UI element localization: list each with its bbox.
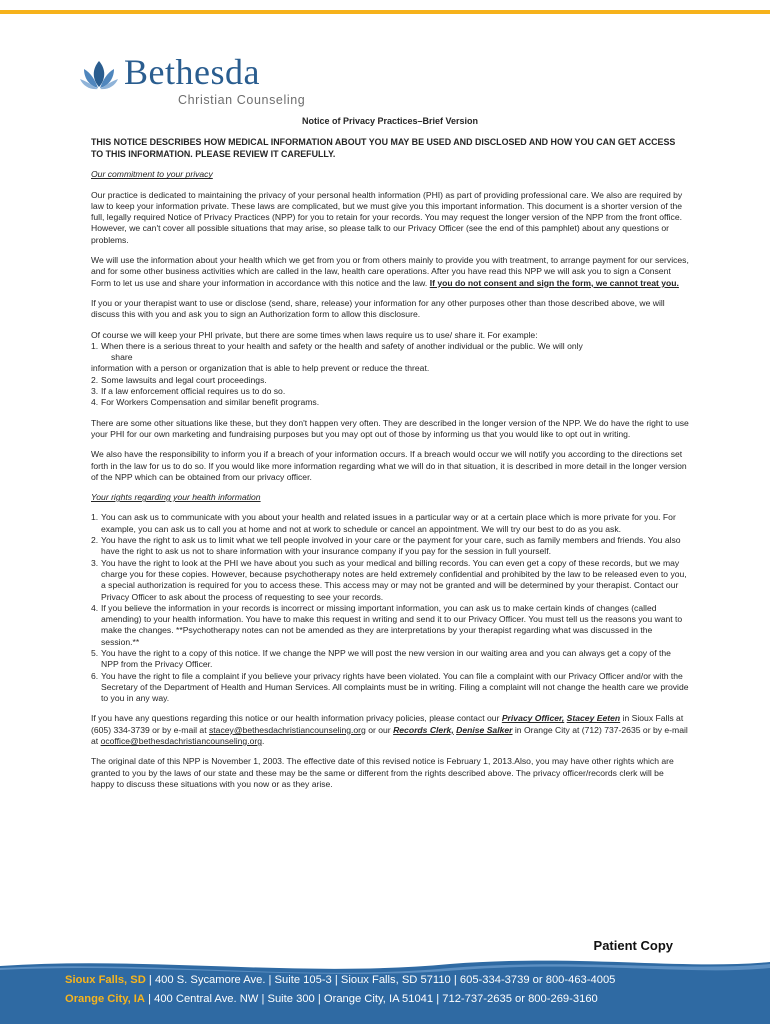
footer-banner bbox=[0, 956, 770, 1024]
list-item-text: If a law enforcement official requires us to do so. bbox=[101, 386, 286, 397]
list-number: 1. bbox=[91, 512, 99, 523]
contact-text: . bbox=[262, 736, 265, 747]
list-number: 6. bbox=[91, 670, 99, 681]
list-item bbox=[91, 341, 689, 364]
list-item bbox=[91, 558, 689, 603]
list-item bbox=[91, 386, 689, 397]
list-number: 5. bbox=[91, 647, 99, 658]
logo-subtitle: Christian Counseling bbox=[178, 93, 306, 107]
list-number: 1. bbox=[91, 340, 99, 351]
patient-copy-label: Patient Copy bbox=[593, 938, 673, 953]
list-item bbox=[91, 375, 689, 386]
list-number: 2. bbox=[91, 374, 99, 385]
footer-address-orange-city bbox=[65, 993, 598, 1005]
list-item bbox=[91, 535, 689, 558]
lotus-logo-icon bbox=[78, 57, 120, 97]
contact-text: in Orange City at (712) 737-2635 or by e-mail at bbox=[91, 724, 688, 747]
contact-text: or our bbox=[365, 724, 394, 735]
paragraph-consent bbox=[91, 255, 689, 289]
contact-text: in Sioux Falls at (605) 334-3739 or by e-mail at bbox=[91, 713, 684, 735]
top-accent-bar bbox=[0, 10, 770, 14]
list-number: 4. bbox=[91, 602, 99, 613]
disclosure-list bbox=[91, 341, 689, 409]
contact-text: If you have any questions regarding this notice or our health information privacy policies, please contact our bbox=[91, 713, 502, 724]
footer-wave-decoration bbox=[0, 956, 770, 1024]
list-number: 4. bbox=[91, 397, 99, 408]
list-item-text: Some lawsuits and legal court proceedings. bbox=[101, 374, 267, 385]
bethesda-logo bbox=[78, 52, 308, 115]
privacy-officer-title: Privacy Officer, bbox=[501, 713, 565, 724]
list-number: 3. bbox=[91, 557, 99, 568]
paragraph-other-situations: There are some other situations like these, but they don't happen very often. They are described in the longer version of the NPP. We do have the right to use your PHI for our own marketing and fundraising purposes but you may opt out of those by informing us that you would like to opt out in writing. bbox=[91, 417, 689, 439]
list-item-text: You can ask us to communicate with you about your health and related issues in a particular way or at a certain place which is more private for you. For example, you can ask us to call you at home and not at work to schedule or cancel an appointment. We will try our best to do as you ask. bbox=[101, 512, 676, 534]
list-item-continuation bbox=[91, 363, 689, 374]
footer-address-text: | 400 Central Ave. NW | Suite 300 | Orange City, IA 51041 | 712-737-2635 or 800-269-3160 bbox=[144, 993, 598, 1005]
records-clerk-title: Records Clerk, bbox=[393, 724, 454, 735]
list-item-text: You have the right to ask us to limit what we tell people involved in your care or the payment for your care, such as family members and friends. You also have the right to ask us not to share information with your insurance company if you pay for the session in full yourself. bbox=[101, 535, 681, 557]
paragraph-contact bbox=[91, 713, 689, 747]
document-title: Notice of Privacy Practices–Brief Version bbox=[301, 116, 479, 126]
footer-city-name: Orange City, IA bbox=[65, 993, 145, 1005]
logo-name: Bethesda bbox=[124, 52, 260, 92]
section-heading-rights: Your rights regarding your health information bbox=[91, 492, 261, 503]
footer-address-sioux-falls bbox=[65, 974, 615, 986]
list-item-text: You have the right to look at the PHI we have about you such as your medical and billing records. You can even get a copy of these records, but we may charge you for these copies. However, because psychotherapy notes are held extremely confidential and prohibited by the law to be released even to you, a special authorization is required for you to access these. This access may or may not be granted and will be determined by your therapist. Contact our Privacy Officer to ask about the process of requesting to see your records. bbox=[101, 557, 687, 602]
paragraph-breach: We also have the responsibility to inform you if a breach of your information occurs. If a breach would occur we will notify you according to the directions set forth in the law for us to do so. If you would like more information regarding what we will do in that situation, it is described in more detail in the longer version of the NPP which can be obtained from our privacy officer. bbox=[91, 449, 687, 482]
list-item-text: You have the right to a copy of this notice. If we change the NPP we will post the new version in our waiting area and you can always get a copy of the NPP from the Privacy Officer. bbox=[101, 647, 671, 670]
list-item bbox=[91, 512, 689, 535]
list-number: 3. bbox=[91, 386, 99, 397]
list-item bbox=[91, 648, 689, 671]
list-item bbox=[91, 397, 689, 408]
privacy-officer-email-link[interactable]: stacey@bethesdachristiancounseling.org bbox=[209, 724, 366, 735]
list-item-text: share bbox=[111, 352, 133, 363]
list-item bbox=[91, 671, 689, 705]
list-item-text: You have the right to file a complaint if you believe your privacy rights have been violated. You can file a complaint with our Privacy Officer and/or with the Secretary of the Department of Health and Human Services. All complaints must be in writing. Filing a complaint will not change the health care we provide to you in any way. bbox=[101, 670, 689, 704]
notice-headline: THIS NOTICE DESCRIBES HOW MEDICAL INFORMATION ABOUT YOU MAY BE USED AND DISCLOSED AND HOW YOU CAN GET ACCESS TO THIS INFORMATION. PLEASE REVIEW IT CAREFULLY. bbox=[91, 137, 676, 159]
paragraph-disclosure-intro: Of course we will keep your PHI private, but there are some times when laws require us to use/ share it. For example: bbox=[91, 329, 538, 340]
list-number: 2. bbox=[91, 535, 99, 546]
paragraph-closing: The original date of this NPP is November 1, 2003. The effective date of this revised notice is February 1, 2013.Also, you may have other rights which are granted to you by the laws of our state and these may be the same or different from the rights described above. The privacy officer/records clerk will be happy to discuss these situations with you now or as they arise. bbox=[91, 756, 674, 789]
list-item bbox=[91, 603, 689, 648]
records-clerk-name: Denise Salker bbox=[456, 724, 513, 735]
footer-address-text: | 400 S. Sycamore Ave. | Suite 105-3 | Sioux Falls, SD 57110 | 605-334-3739 or 800-463-4005 bbox=[145, 974, 616, 986]
paragraph-authorization: If you or your therapist want to use or disclose (send, share, release) your information for any other purposes other than those described above, we will discuss this with you and ask you to sign an Authorization form to allow this disclosure. bbox=[91, 297, 665, 320]
rights-list bbox=[91, 512, 689, 704]
privacy-officer-name: Stacey Eeten bbox=[566, 713, 621, 724]
list-item-text: When there is a serious threat to your health and safety or the health and safety of another individual or the public. We will only bbox=[101, 340, 583, 351]
list-item-text: information with a person or organization that is able to help prevent or reduce the threat. bbox=[91, 363, 430, 374]
list-item-text: For Workers Compensation and similar benefit programs. bbox=[101, 397, 320, 408]
paragraph-commitment: Our practice is dedicated to maintaining the privacy of your personal health information (PHI) as part of providing professional care. We also are required by law to keep your information private. These laws are complicated, but we must give you this important information. This document is a shorter version of the full, legally required Notice of Privacy Practices (NPP) for you to retain for your records. You may request the longer version of the NPP from the front office. However, we can't cover all possible situations that may arise, so please talk to our Privacy Officer (see the end of this pamphlet) about any questions or problems. bbox=[91, 189, 683, 245]
consent-text: We will use the information about your health which we get from you or from others mainly to provide you with treatment, to arrange payment for our services, and for some other business activities which are called in the law, health care operations. After you have read this NPP we will ask you to sign a Consent Form to let us use and share your information in accordance with this notice and the law. bbox=[91, 255, 689, 288]
section-heading-commitment: Our commitment to your privacy bbox=[91, 169, 213, 180]
footer-city-name: Sioux Falls, SD bbox=[65, 974, 146, 986]
list-item-text: If you believe the information in your records is incorrect or missing important information, you can ask us to make certain kinds of changes (called amending) to your health information. You have to make this request in writing and send it to our Privacy Officer. You must tell us the reasons you want to make the changes. **Psychotherapy notes can not be amended as they are interpretations by your therapist regarding what was discussed in the session.** bbox=[101, 602, 683, 647]
records-clerk-email-link[interactable]: ocoffice@bethesdachristiancounseling.org bbox=[100, 736, 263, 747]
notice-document bbox=[91, 116, 689, 799]
consent-warning: If you do not consent and sign the form, we cannot treat you. bbox=[429, 277, 679, 288]
